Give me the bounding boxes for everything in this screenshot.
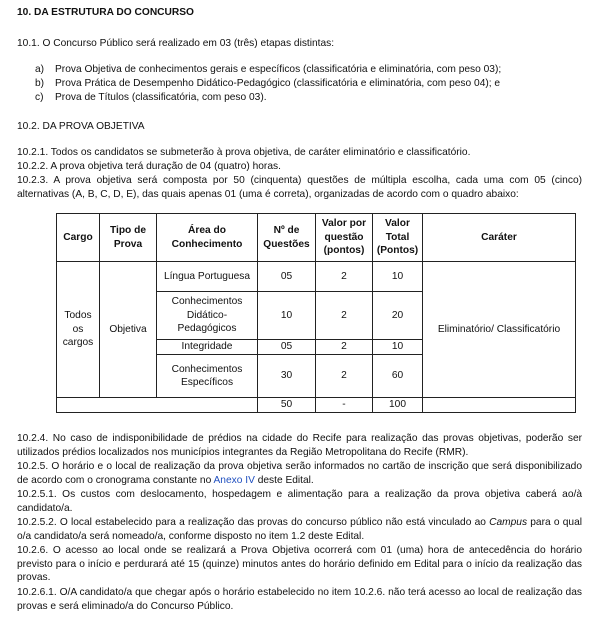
paragraph-10-2-6-1: 10.2.6.1. O/A candidato/a que chegar após o horário estabelecido no item 10.2.6. não terá acesso ao local de realização das provas e será eliminado/a do Concurso Público. [17, 587, 582, 612]
subsection-title: 10.2. DA PROVA OBJETIVA [17, 121, 145, 132]
paragraph-10-1: 10.1. O Concurso Público será realizado em 03 (três) etapas distintas: [17, 38, 335, 49]
cell-total: 60 [373, 355, 423, 398]
table-header-row [57, 214, 576, 262]
cell-questoes: 05 [258, 262, 316, 292]
cell-carater: Eliminatório/ Classificatório [423, 262, 576, 398]
cell-area: Conhecimentos Didático-Pedagógicos [157, 292, 258, 340]
cell-questoes: 05 [258, 340, 316, 355]
cell-total-valor: - [316, 398, 373, 413]
header-cargo: Cargo [57, 214, 100, 262]
header-area: Área do Conhecimento [157, 214, 258, 262]
list-item: b) Prova Prática de Desempenho Didático-Pedagógico (classificatória e eliminatória, com peso 04); e [35, 78, 501, 89]
section-title: 10. DA ESTRUTURA DO CONCURSO [17, 7, 194, 18]
cell-valor: 2 [316, 340, 373, 355]
table-total-row [57, 398, 576, 413]
cell-total-questoes: 50 [258, 398, 316, 413]
exam-table [56, 213, 576, 413]
cell-questoes: 10 [258, 292, 316, 340]
anexo-iv-link[interactable]: Anexo IV [213, 474, 255, 486]
cell-area: Conhecimentos Específicos [157, 355, 258, 398]
paragraph-10-2-1: 10.2.1. Todos os candidatos se submeterão à prova objetiva, de caráter eliminatório e classificatório. [17, 147, 471, 158]
header-tipo: Tipo de Prova [100, 214, 157, 262]
paragraph-10-2-4: 10.2.4. No caso de indisponibilidade de prédios na cidade do Recife para realização das provas objetivas, poderão ser utilizados prédios localizados nos municípios integrantes da Região Metropolitana do Recife (RMR). [17, 433, 582, 458]
cell-cargo: Todos os cargos [57, 262, 100, 398]
cell-total-total: 100 [373, 398, 423, 413]
paragraph-10-2-6: 10.2.6. O acesso ao local onde se realizará a Prova Objetiva ocorrerá com 01 (uma) hora de antecedência do horário previsto para o início e perdurará até 15 (quinze) minutos antes do horário definido em Edital para o início da realização das provas. [17, 545, 582, 583]
paragraph-10-2-2: 10.2.2. A prova objetiva terá duração de 04 (quatro) horas. [17, 161, 281, 172]
table-row [57, 262, 576, 292]
list-item: a) Prova Objetiva de conhecimentos gerais e específicos (classificatória e eliminatória, com peso 03); [35, 64, 502, 75]
header-carater: Caráter [423, 214, 576, 262]
cell-valor: 2 [316, 355, 373, 398]
paragraph-10-2-5-2: 10.2.5.2. O local estabelecido para a realização das provas do concurso público não está vinculado ao Campus para o qual o/a candidato/a será nomeado/a, conforme disposto no item 1.2 deste Edital. [17, 517, 583, 542]
cell-area: Integridade [157, 340, 258, 355]
cell-total: 10 [373, 262, 423, 292]
paragraph-10-2-5-1: 10.2.5.1. Os custos com deslocamento, hospedagem e alimentação para a realização da prova objetiva caberá ao/à candidato/a. [17, 489, 582, 514]
cell-empty [423, 398, 576, 413]
cell-valor: 2 [316, 292, 373, 340]
paragraph-10-2-5: 10.2.5. O horário e o local de realização da prova objetiva serão informados no cartão de inscrição que será disponibilizado de acordo com o cronograma constante no Anexo IV deste Edital. [17, 461, 582, 486]
cell-valor: 2 [316, 262, 373, 292]
cell-empty [57, 398, 258, 413]
cell-tipo: Objetiva [100, 262, 157, 398]
header-total: Valor Total (Pontos) [373, 214, 423, 262]
list-item: c) Prova de Títulos (classificatória, com peso 03). [35, 92, 267, 103]
cell-questoes: 30 [258, 355, 316, 398]
cell-area: Língua Portuguesa [157, 262, 258, 292]
cell-total: 20 [373, 292, 423, 340]
cell-total: 10 [373, 340, 423, 355]
paragraph-10-2-3: 10.2.3. A prova objetiva será composta por 50 (cinquenta) questões de múltipla escolha, cada uma com 05 (cinco) alternativas (A, B, C, D, E), das quais apenas 01 (uma é correta), organizadas de acordo com o quadro abaixo: [17, 175, 582, 200]
header-questoes: Nº de Questões [258, 214, 316, 262]
header-valor: Valor por questão (pontos) [316, 214, 373, 262]
